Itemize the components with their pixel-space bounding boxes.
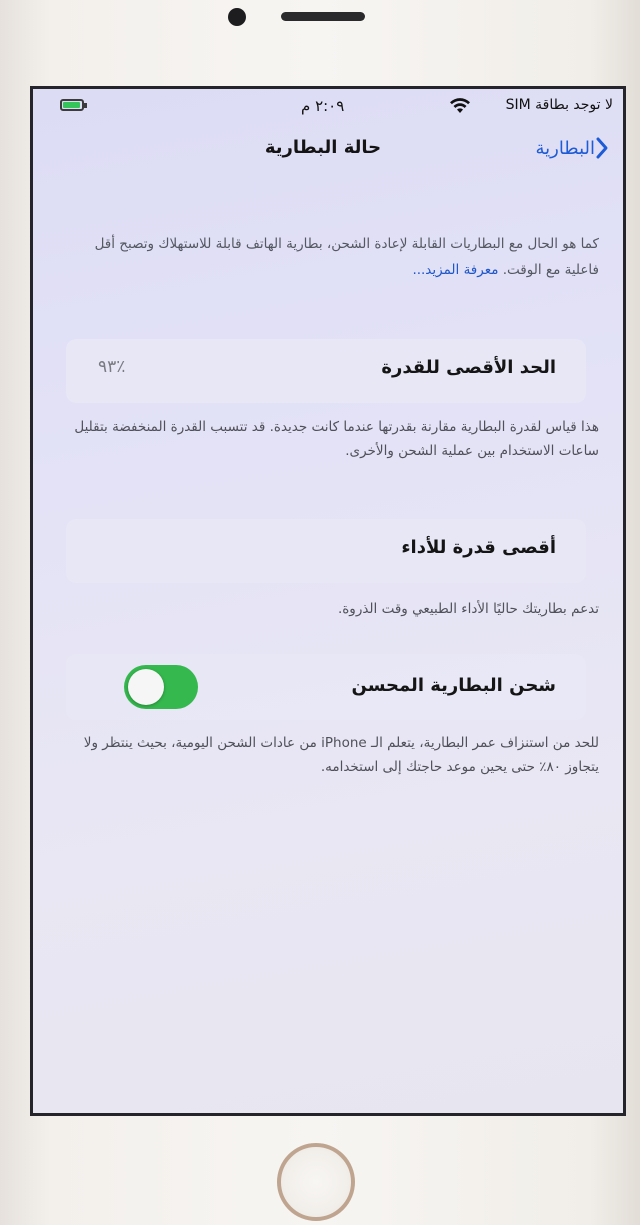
peak-performance-description: تدعم بطاريتك حاليًا الأداء الطبيعي وقت الذروة. (337, 601, 599, 617)
optimized-charging-row (66, 654, 586, 720)
earpiece-speaker (281, 12, 365, 21)
carrier-label: لا توجد بطاقة SIM (505, 97, 613, 113)
optimized-charging-description: للحد من استنزاف عمر البطارية، يتعلم الـ iPhone من عادات الشحن اليومية، بحيث ينتظر ولا يتجاوز ٨٠٪ حتى يحين موعد حاجتك إلى استخدامه. (83, 735, 599, 775)
toggle-knob (128, 669, 164, 705)
page-title: حالة البطارية (264, 137, 382, 158)
back-button[interactable] (535, 134, 613, 162)
optimized-charging-toggle[interactable] (124, 665, 198, 709)
home-button[interactable] (277, 1143, 355, 1221)
learn-more-link[interactable]: معرفة المزيد... (412, 262, 499, 278)
wifi-icon (449, 98, 471, 114)
chevron-right-icon (595, 136, 609, 160)
peak-performance-label: أقصى قدرة للأداء (401, 537, 556, 558)
status-time: ٢:٠٩ م (301, 97, 345, 115)
max-capacity-description: هذا قياس لقدرة البطارية مقارنة بقدرتها عندما كانت جديدة. قد تتسبب القدرة المنخفضة بتقليل ساعات الاستخدام بين عملية الشحن والأخرى. (74, 419, 599, 459)
max-capacity-row (66, 339, 586, 403)
battery-icon (60, 99, 84, 111)
intro-body: كما هو الحال مع البطاريات القابلة لإعادة الشحن، بطارية الهاتف قابلة للاستهلاك وتصبح أقل فاعلية مع الوقت. (94, 236, 599, 278)
navigation-bar (33, 125, 623, 169)
front-camera (228, 8, 246, 26)
screen (30, 86, 626, 1116)
optimized-charging-label: شحن البطارية المحسن (351, 675, 556, 696)
back-button-label: البطارية (535, 137, 595, 159)
max-capacity-value: ٪٩٣ (98, 357, 126, 377)
peak-performance-row (66, 519, 586, 583)
status-bar (33, 89, 623, 125)
intro-text (89, 231, 599, 283)
max-capacity-label: الحد الأقصى للقدرة (381, 357, 556, 378)
